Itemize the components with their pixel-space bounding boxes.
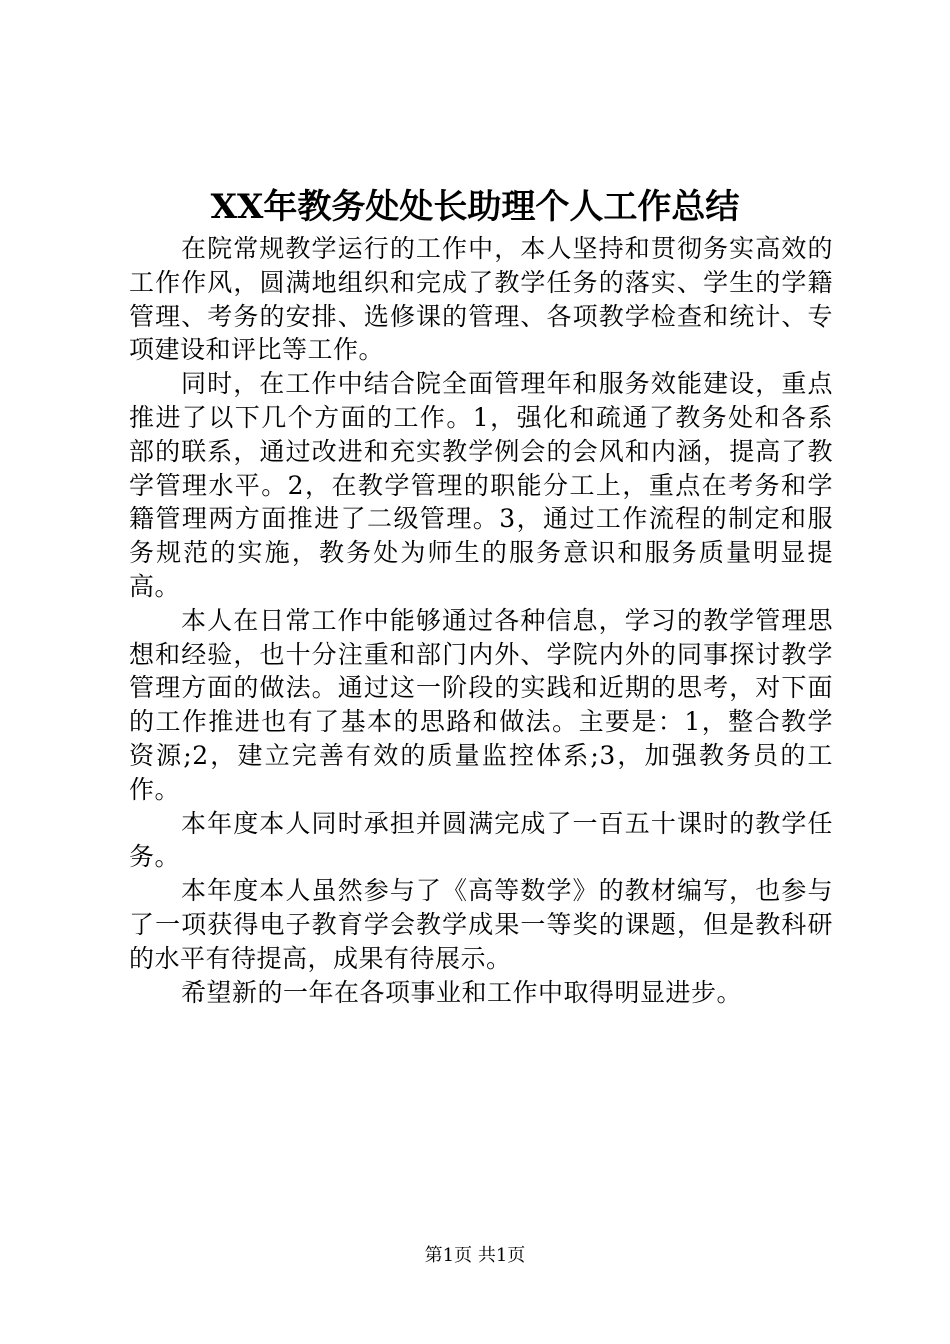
paragraph-3: 本人在日常工作中能够通过各种信息，学习的教学管理思想和经验，也十分注重和部门内外、学院内外的同事探讨教学管理方面的做法。通过这一阶段的实践和近期的思考，对下面的工作推进也有了基本的思路和做法。主要是：1，整合教学资源;2，建立完善有效的质量监控体系;3，加强教务员的工作。 bbox=[129, 605, 833, 804]
paragraph-1: 在院常规教学运行的工作中，本人坚持和贯彻务实高效的工作作风，圆满地组织和完成了教学任务的落实、学生的学籍管理、考务的安排、选修课的管理、各项教学检查和统计、专项建设和评比等工作。 bbox=[129, 234, 833, 365]
paragraph-5: 本年度本人虽然参与了《高等数学》的教材编写，也参与了一项获得电子教育学会教学成果一等奖的课题，但是教科研的水平有待提高，成果有待展示。 bbox=[129, 876, 833, 973]
page-number-footer: 第1页 共1页 bbox=[424, 1245, 526, 1266]
paragraph-6: 希望新的一年在各项事业和工作中取得明显进步。 bbox=[181, 977, 743, 1007]
paragraph-2: 同时，在工作中结合院全面管理年和服务效能建设，重点推进了以下几个方面的工作。1，强化和疏通了教务处和各系部的联系，通过改进和充实教学例会的会风和内涵，提高了教学管理水平。2，在教学管理的职能分工上，重点在考务和学籍管理两方面推进了二级管理。3，通过工作流程的制定和服务规范的实施，教务处为师生的服务意识和服务质量明显提高。 bbox=[129, 369, 833, 601]
document-title: XX年教务处处长助理个人工作总结 bbox=[210, 187, 740, 227]
document-body bbox=[129, 232, 833, 1009]
paragraph-4: 本年度本人同时承担并圆满完成了一百五十课时的教学任务。 bbox=[129, 808, 833, 872]
